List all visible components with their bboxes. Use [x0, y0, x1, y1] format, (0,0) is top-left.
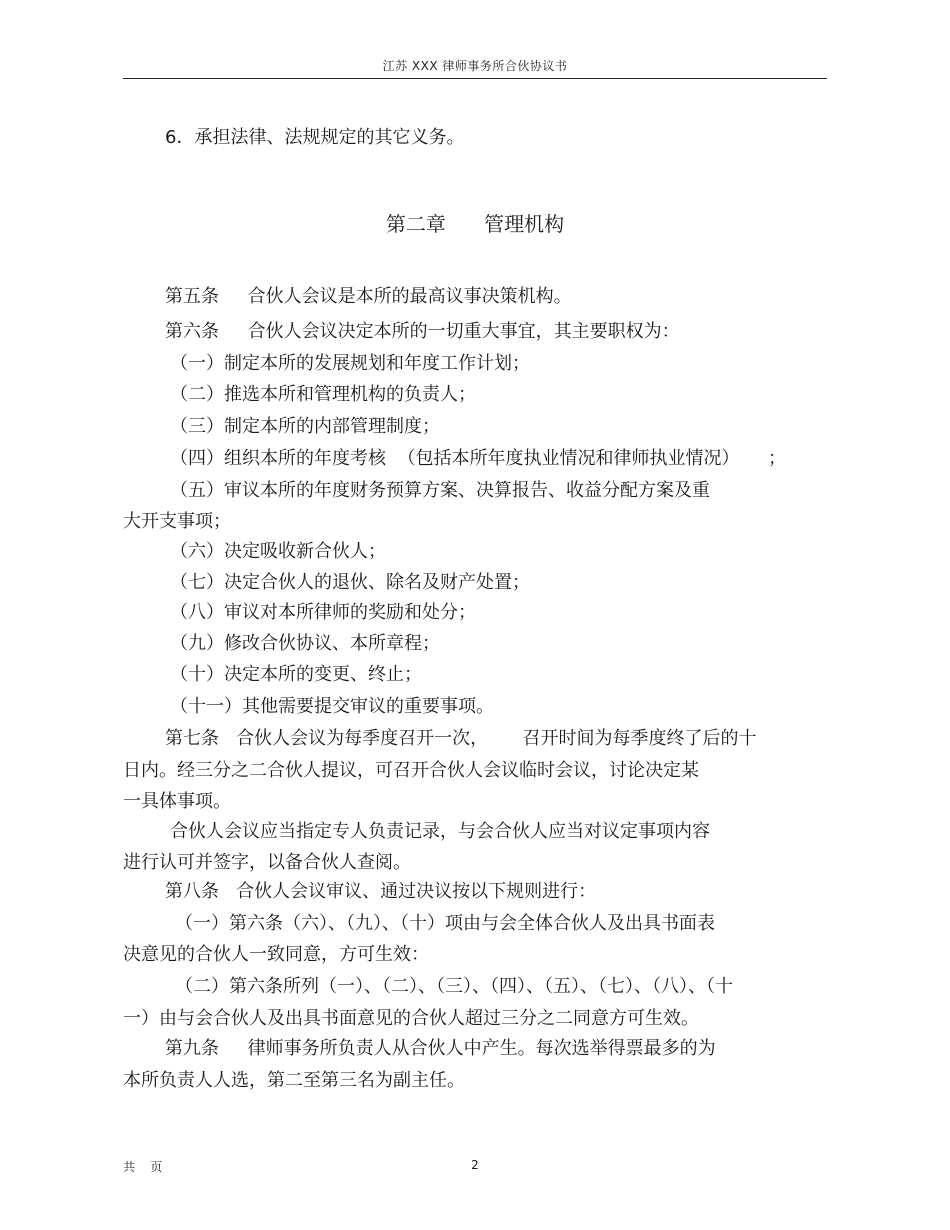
text-line: 本所负责人人选，第二至第三名为副主任。 — [123, 1070, 465, 1091]
text-line: （六）决定吸收新合伙人； — [170, 541, 386, 562]
footer-total-pages: 共 页 — [123, 1160, 163, 1174]
header-rule — [123, 78, 827, 79]
text-line: 第七条 合伙人会议为每季度召开一次， 召开时间为每季度终了后的十 — [165, 728, 757, 749]
text-line: （五）审议本所的年度财务预算方案、决算报告、收益分配方案及重 — [170, 480, 710, 501]
text-line: （二）第六条所列（一）、（二）、（三）、（四）、（五）、（七）、（八）、（十 — [175, 976, 733, 997]
text-line: （一）制定本所的发展规划和年度工作计划； — [170, 353, 530, 374]
text-line: （八）审议对本所律师的奖励和处分； — [170, 602, 476, 623]
text-line: （二）推选本所和管理机构的负责人； — [170, 384, 476, 405]
text-line: 日内。经三分之二合伙人提议，可召开合伙人会议临时会议，讨论决定某 — [123, 760, 699, 781]
running-header: 江苏 XXX 律师事务所合伙协议书 — [382, 59, 568, 73]
chapter-heading: 第二章 管理机构 — [385, 212, 565, 236]
text-line: 第六条 合伙人会议决定本所的一切重大事宜，其主要职权为： — [165, 321, 680, 342]
text-line: （十）决定本所的变更、终止； — [170, 664, 422, 685]
text-line: 一具体事项。 — [123, 791, 231, 812]
text-line: （十一）其他需要提交审议的重要事项。 — [170, 696, 494, 717]
text-line: 6．承担法律、法规规定的其它义务。 — [165, 127, 465, 148]
text-line: 进行认可并签字，以备合伙人查阅。 — [123, 852, 411, 873]
text-line: （九）修改合伙协议、本所章程； — [170, 633, 440, 654]
text-line: （一）第六条（六）、（九）、（十）项由与会全体合伙人及出具书面表 — [175, 913, 715, 934]
page-number: 2 — [471, 1158, 479, 1172]
text-line: （四）组织本所的年度考核 （包括本所年度执业情况和律师执业情况） ； — [170, 448, 787, 469]
text-line: （三）制定本所的内部管理制度； — [170, 416, 440, 437]
text-line: 大开支事项； — [123, 511, 231, 532]
text-line: 第五条 合伙人会议是本所的最高议事决策机构。 — [165, 286, 572, 307]
text-line: 第九条 律师事务所负责人从合伙人中产生。每次选举得票最多的为 — [165, 1038, 716, 1059]
text-line: 决意见的合伙人一致同意，方可生效： — [123, 944, 429, 965]
text-line: 合伙人会议应当指定专人负责记录，与会合伙人应当对议定事项内容 — [170, 821, 710, 842]
text-line: （七）决定合伙人的退伙、除名及财产处置； — [170, 572, 530, 593]
text-line: 第八条 合伙人会议审议、通过决议按以下规则进行： — [165, 881, 597, 902]
text-line: 一）由与会合伙人及出具书面意见的合伙人超过三分之二同意方可生效。 — [123, 1008, 699, 1029]
